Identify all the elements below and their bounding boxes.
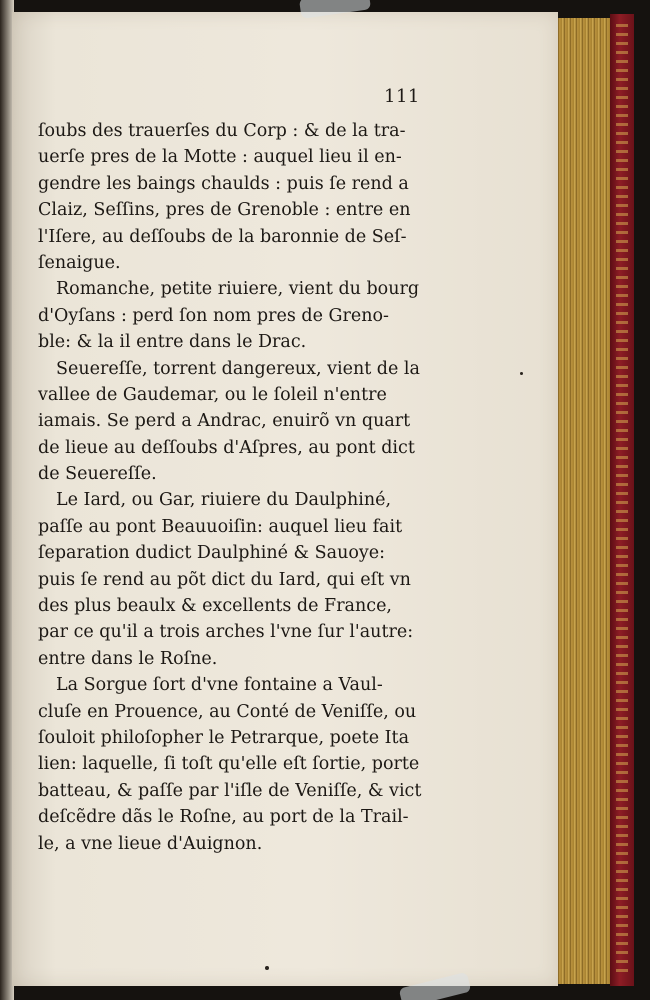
text-line: paſſe au pont Beauuoiſin: auquel lieu fait: [38, 516, 403, 537]
text-line: Romanche, petite riuiere, vient du bourg: [56, 279, 420, 300]
page-number: 111: [384, 86, 420, 107]
text-line: uerſe pres de la Motte : auquel lieu il en-: [38, 147, 402, 168]
ink-speck: [520, 372, 523, 375]
text-line: ſenaigue.: [38, 252, 121, 273]
body-text: [38, 118, 422, 857]
text-line: le, a vne lieue d'Auignon.: [38, 833, 263, 854]
text-line: l'Iſere, au deſſoubs de la baronnie de Seſ-: [38, 226, 407, 247]
cover-gold-tooling: [616, 24, 628, 974]
text-line: La Sorgue ſort d'vne fontaine a Vaul-: [56, 675, 383, 696]
text-line: cluſe en Prouence, au Conté de Veniſſe, ou: [38, 701, 417, 722]
text-line: des plus beaulx & excellents de France,: [38, 596, 392, 617]
gilt-fore-edge: [558, 18, 610, 984]
text-line: ſouloit philoſopher le Petrarque, poete Ita: [38, 727, 410, 748]
text-line: gendre les baings chaulds : puis ſe rend a: [38, 173, 409, 194]
text-line: deſcẽdre dãs le Roſne, au port de la Trail-: [38, 807, 409, 828]
text-line: de lieue au deſſoubs d'Aſpres, au pont dict: [38, 437, 415, 458]
text-line: d'Oyſans : perd ſon nom pres de Greno-: [38, 305, 389, 326]
text-line: batteau, & paſſe par l'iſle de Veniſſe, & vict: [38, 780, 422, 801]
text-line: lien: laquelle, ſi toſt qu'elle eſt ſortie, porte: [38, 754, 420, 775]
text-line: entre dans le Roſne.: [38, 648, 218, 669]
text-line: ſoubs des trauerſes du Corp : & de la tra-: [38, 121, 406, 141]
ink-speck: [265, 966, 269, 970]
text-line: puis ſe rend au põt dict du Iard, qui eſt vn: [38, 569, 411, 590]
text-line: ſeparation dudict Daulphiné & Sauoye:: [38, 543, 386, 564]
text-line: Seuereſſe, torrent dangereux, vient de la: [56, 358, 420, 379]
text-line: ble: & la il entre dans le Drac.: [38, 332, 307, 353]
text-line: par ce qu'il a trois arches l'vne ſur l'autre:: [38, 622, 414, 643]
text-line: vallee de Gaudemar, ou le ſoleil n'entre: [38, 384, 387, 405]
text-line: iamais. Se perd a Andrac, enuirõ vn quart: [38, 411, 411, 432]
text-line: Claiz, Seſſins, pres de Grenoble : entre en: [38, 200, 411, 221]
text-line: de Seuereſſe.: [38, 464, 157, 485]
text-line: Le Iard, ou Gar, riuiere du Daulphiné,: [56, 490, 392, 511]
